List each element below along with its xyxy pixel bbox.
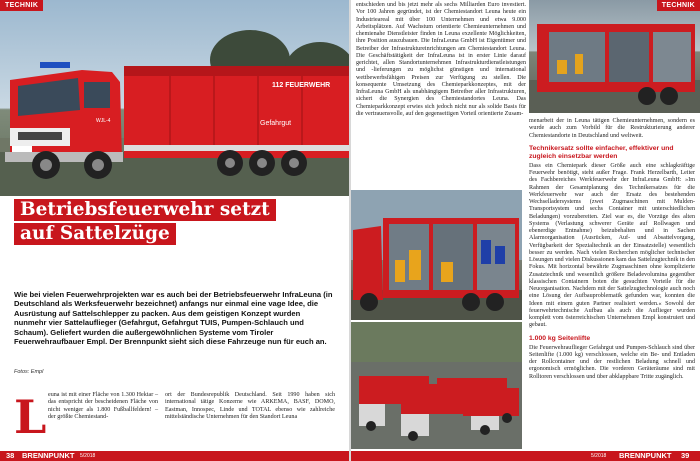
trailer-side-photo [529,0,700,113]
page-number-left: 38 [6,451,15,460]
body-text-4b: Dass ein Chemiepark dieser Größe auch eine schlagkräftige Feuerwehr benötigt, steht außer Frage. Frank Herzelbarth, Leiter des Fachbereiches Werkfeuerwehr der InfraLeuna GmbH: »Im Rahmen der Gesamtplanung des Technikersatzes für die Werkfeuerwehr war auch der Ersatz des bestehenden Wechselladersystems (zwei Zugmaschinen mit Mulden-Transportsystem und sechs Container mit unterschiedlichen Beladungen) vorzubereiten. Ziel war es, die Vorzüge des alten Systems (Verlastung schwerer Geräte auf Rollwagen und ebenerdige Entnahme) beizubehalten und in Sachen Alarmorganisation (Ausrücken, Auf- und Absattelvorgang, Verfügbarkeit der Spezialtechnik an der Einsatzstelle) wesentlich besser zu werden. Nach vielen Recherchen möglicher technischer Lösungen und vielen Diskussionen kam das Sattelzugtechnik in den Fokus. Mit horizontal bewährte Zugmaschinen ohne komplizierte Zusatztechnik und wesentlich größere Beladevolumina gegenüber klassischen Containern boten die gesuchten Vorteile für die Neuorganisation. Nachdem mit der Sattelzugtechnologie auch noch eine Lösung der Aufbauproblematik gefunden war, konnten die Ideen mit einem guten Partner realisiert werden.« Sowohl der feuerwehrtechnische Aufbau als auch die Auflieger wurden komplett vom österreichischen Unternehmen Empl konstruiert und gebaut. [529,162,695,329]
body-text-4c: Die Feuerwehrauflieger Gefahrgut und Pumpen-Schlauch sind über Seitenlifte (1.000 kg) verschlossen, welche ein Be- und Entladen der Rollcontainer und der restlichen Beladung schnell und ergonomisch ermöglichen. Die vorderen Geräteräume sind mit Rolltoren verschlossen und über abklappbare Tritte zugänglich. [529,344,695,380]
page-number-right: 39 [681,451,690,460]
trailer-gefahrgut-label: Gefahrgut [260,120,292,127]
trailer-side-illustration [529,0,700,113]
four-trucks-photo [351,322,522,449]
issue-right: 5/2018 [591,453,607,459]
lead-paragraph: Wie bei vielen Feuerwehrprojekten war es auch bei der Betriebsfeuerwehr InfraLeuna (in Deutschland als Werksfeuerwehr bezeichnet) anfangs nur einmal eine vage Idee, die Ausrüstung auf Sattelschlepper zu packen. Aus dem geistigen Konzept wurden nunmehr vier Sattelauflieger (Gefahrgut, Gefahrgut TUIS, Pumpen-Schlauch und Schaum). Geliefert wurden die außergewöhnlichen Systeme vom Tiroler Feuerwehraufbauer Empl. Der Brennpunkt sieht sich diese Fahrzeuge nun für euch an. [14,290,333,347]
truck-photo [0,0,349,196]
body-text-3: entschieden und bis jetzt mehr als sechs Milliarden Euro investiert. Vor 100 Jahren gegründet, ist der Chemiestandort Leuna heute ein Industrieareal mit über 100 Unternehmen und etwa 9.000 Arbeitsplätzen. Auf Wachstum orientierte Chemieunternehmen und chemienahe Dienstleister finden in Leuna exzellente Möglichkeiten, ihre Position auszubauen. Die InfraLeuna GmbH ist Eigentümer und Betreiber der Infrastruktureinrichtungen am Chemiestandort Leuna. Die Geschäftstätigkeit der InfraLeuna ist in erster Linie darauf gerichtet, allen Standortunternehmen Infrastrukturdienstleistungen und -lieferungen zu möglichst günstigen und international wettbewerbsfähigen Preisen zur Verfügung zu stellen. Die konsequente Umsetzung des Chemieparkkonzeptes, mit der InfraLeuna GmbH als unabhängigem Betreiber aller Infrastrukturen, sichert die Synergien des Chemiestandortes Leuna. Das Chemieparkkonzept erwies sich jedoch nicht nur als solide Basis für die vertrauensvolle, auf den gegenseitigen Vorteil orientierte Zusam- [356,2,526,117]
headline [14,199,310,247]
open-trailer-photo [351,190,522,320]
headline-line-1: Betriebsfeuerwehr setzt [14,199,276,221]
four-trucks-illustration [351,322,522,449]
section-rubric-right: TECHNIK [657,0,700,11]
magazine-name-left: BRENNPUNKT [22,451,75,460]
footer-right [351,451,700,461]
subheading-1: Technikersatz sollte einfacher, effektiver und zugleich einsetzbar werden [529,144,674,160]
body-column-3 [356,2,526,118]
dropcap: L [14,390,47,444]
cab-number-label: WJL-4 [96,118,111,124]
footer-left [0,451,349,461]
body-text-4a: menarbeit der in Leuna tätigen Chemieunternehmen, sondern es wurde auch zum Vorbild für die Restrukturierung anderer Chemiestandorte in Deutschland und weltweit. [529,118,695,139]
trailer-label: 112 FEUERWEHR [272,82,331,89]
body-column-1 [48,392,158,421]
left-page [0,0,349,461]
right-page [351,0,700,461]
body-text-1: euna ist mit einer Fläche von 1.300 Hektar – das entspricht der bescheidenen Fläche von nicht weniger als 1.800 Fußballfeldern! – der größte Chemiestand- [48,392,158,420]
open-trailer-illustration [351,190,522,320]
issue-left: 5/2018 [80,453,96,459]
magazine-name-right: BRENNPUNKT [619,451,672,460]
photo-credit: Fotos: Empl [14,369,44,375]
subheading-2: 1.000 kg Seitenlifte [529,334,591,342]
body-column-4 [529,118,695,381]
section-rubric: TECHNIK [0,0,43,11]
truck-illustration [0,0,349,196]
headline-line-2: auf Sattelzüge [14,223,176,245]
body-text-2: ort der Bundesrepublik Deutschland. Seit 1990 haben sich international tätige Konzerne wie ARKEMA, BASF, DOMO, Eastman, Innospec, Linde und TOTAL ebenso wie zahlreiche mittelständische Unternehmen für den Standort Leuna [165,392,335,420]
body-column-2 [165,392,335,421]
